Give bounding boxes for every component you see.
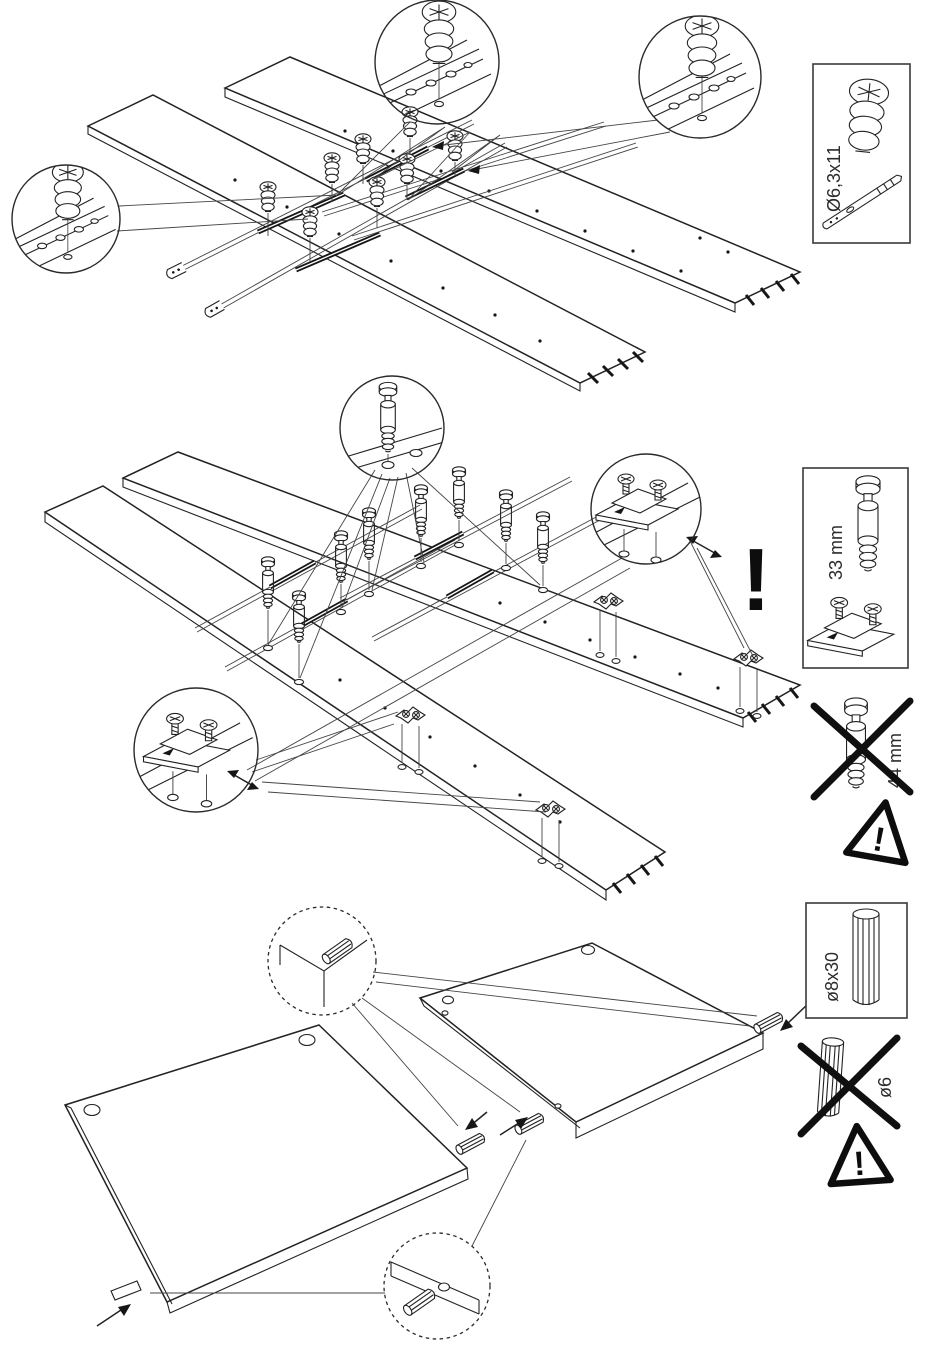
- hardware-box-bolt: [803, 468, 908, 668]
- leader-lines-step3: [150, 972, 757, 1293]
- hardware-box-screw: [813, 64, 910, 243]
- mounting-plate-icon: [536, 801, 565, 868]
- connector-bolt-icon: [293, 591, 306, 685]
- mounted-drawer-slides: [195, 477, 602, 671]
- wrong-bolt-size-label: 44 mm: [885, 732, 905, 788]
- callout-bolt-into-panel: [340, 376, 444, 480]
- panel-pilot-holes: [233, 178, 541, 342]
- panel-top-left: [65, 1025, 468, 1313]
- callout-mounting-plate-left: [134, 688, 258, 812]
- euro-screw-icon: [402, 107, 418, 154]
- panel-end-hatch: [746, 274, 799, 305]
- attention-exclamation: !: [741, 530, 771, 629]
- panel-side-front: [45, 486, 665, 900]
- mounting-plates: [396, 593, 763, 868]
- hardware-sidebar: [741, 64, 915, 1185]
- step3-insert-dowels: [65, 907, 810, 1339]
- panel-pilot-holes: [343, 129, 729, 272]
- callout-mounting-plate-right: [591, 454, 701, 564]
- wrong-bolt-warning: [814, 698, 910, 797]
- warning-triangle-icon: [846, 797, 915, 864]
- drawer-slide: [372, 515, 602, 641]
- callout-screw-into-slide-top: [375, 0, 499, 124]
- panel-pilot-holes: [338, 678, 561, 823]
- connector-bolt-icon: [262, 557, 275, 651]
- leader-lines-step2: [227, 468, 753, 812]
- wrong-dowel-warning: [801, 1037, 897, 1134]
- connector-bolt-icon: [537, 512, 550, 593]
- step1-attach-drawer-slides: [9, 0, 800, 391]
- triangle-exclamation: !: [852, 1144, 867, 1184]
- dowels-and-arrows: [97, 1002, 810, 1326]
- drawer-slides: [165, 120, 638, 319]
- insert-arrow-icon: [465, 1112, 487, 1130]
- leader-lines-step1: [117, 120, 670, 231]
- callout-dowel-edge-hole: [384, 1233, 490, 1339]
- dowel-size-label: ø8x30: [822, 951, 842, 1002]
- callout-dowel-corner: [268, 907, 376, 1015]
- warning-triangle-icon: [827, 1124, 891, 1185]
- insert-arrow-icon: [97, 1304, 131, 1326]
- euro-screw-icon: [369, 177, 385, 228]
- callout-screw-into-slide-right: [638, 15, 761, 138]
- euro-screw-icon: [302, 207, 318, 262]
- wrong-dowel-size-label: ø6: [875, 1076, 895, 1098]
- panel-side-front: [225, 57, 800, 312]
- wood-dowel-icon: [753, 1011, 785, 1034]
- drawer-slide: [352, 143, 638, 240]
- triangle-exclamation: !: [870, 820, 888, 860]
- wood-dowel-icon: [455, 1132, 487, 1155]
- screw-size-label: Ø6,3x11: [824, 145, 844, 212]
- panel-top-right: [420, 943, 763, 1138]
- dowel-slot: [111, 1281, 141, 1300]
- panel-end-hatch: [613, 856, 663, 893]
- hardware-box-dowel: [806, 903, 907, 1018]
- mounting-plate-icon: [594, 593, 623, 663]
- step2-bolts-and-mounting-plates: [45, 376, 800, 900]
- drawer-slide: [165, 120, 474, 280]
- callout-screw-into-slide-left: [9, 162, 120, 273]
- bolt-size-label: 33 mm: [826, 524, 846, 580]
